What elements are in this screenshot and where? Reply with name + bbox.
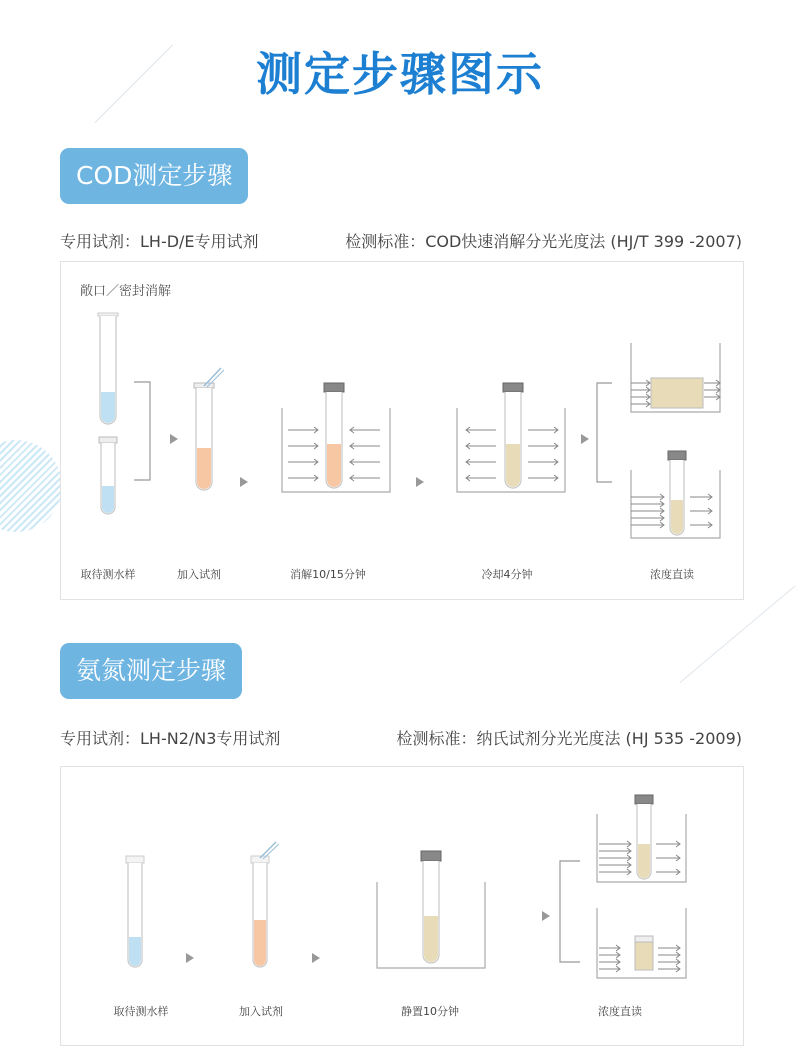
step-arrow [416, 477, 424, 487]
photometer-cuvette-reader [597, 908, 686, 978]
test-tube-sample [99, 437, 117, 514]
cod-step-label: 取待测水样 [80, 568, 136, 581]
cod-step-label: 冷却4分钟 [481, 568, 533, 581]
photometer-tube-reader [631, 451, 720, 538]
page-title: 测定步骤图示 [256, 47, 544, 101]
photometer-tube-reader [597, 795, 686, 882]
cooling-bath [457, 383, 565, 492]
bracket [560, 861, 580, 962]
standing-bath [377, 851, 485, 968]
cod-standard: 检测标准：COD快速消解分光光度法 (HJ/T 399 -2007) [345, 232, 742, 251]
test-tube-reagent [251, 842, 279, 967]
step-arrow [170, 434, 178, 444]
nh3-step-label: 浓度直读 [598, 1005, 642, 1018]
cod-step-label: 加入试剂 [177, 568, 221, 581]
cod-section-badge: COD测定步骤 [60, 148, 248, 204]
cod-step-label: 浓度直读 [650, 568, 694, 581]
nh3-step-label: 静置10分钟 [401, 1005, 459, 1018]
photometer-cuvette-reader [631, 343, 720, 412]
nh3-section-badge: 氨氮测定步骤 [60, 643, 242, 699]
cod-reagent: 专用试剂：LH-D/E专用试剂 [60, 232, 259, 251]
nh3-step-label: 加入试剂 [239, 1005, 283, 1018]
nh3-step-label: 取待测水样 [113, 1005, 169, 1018]
digestion-heater [282, 383, 390, 492]
step-arrow [240, 477, 248, 487]
step-arrow [186, 953, 194, 963]
bracket [134, 382, 150, 480]
step-arrow [581, 434, 589, 444]
test-tube-sample [126, 856, 144, 967]
test-tube-sample [98, 313, 118, 424]
cod-digestion-note: 敞口／密封消解 [80, 284, 172, 299]
cod-step-label: 消解10/15分钟 [290, 568, 366, 581]
bracket [597, 383, 612, 482]
test-tube-reagent [194, 368, 224, 490]
nh3-reagent: 专用试剂：LH-N2/N3专用试剂 [60, 729, 281, 748]
step-arrow [542, 911, 550, 921]
step-arrow [312, 953, 320, 963]
nh3-standard: 检测标准：纳氏试剂分光光度法 (HJ 535 -2009) [396, 729, 742, 748]
